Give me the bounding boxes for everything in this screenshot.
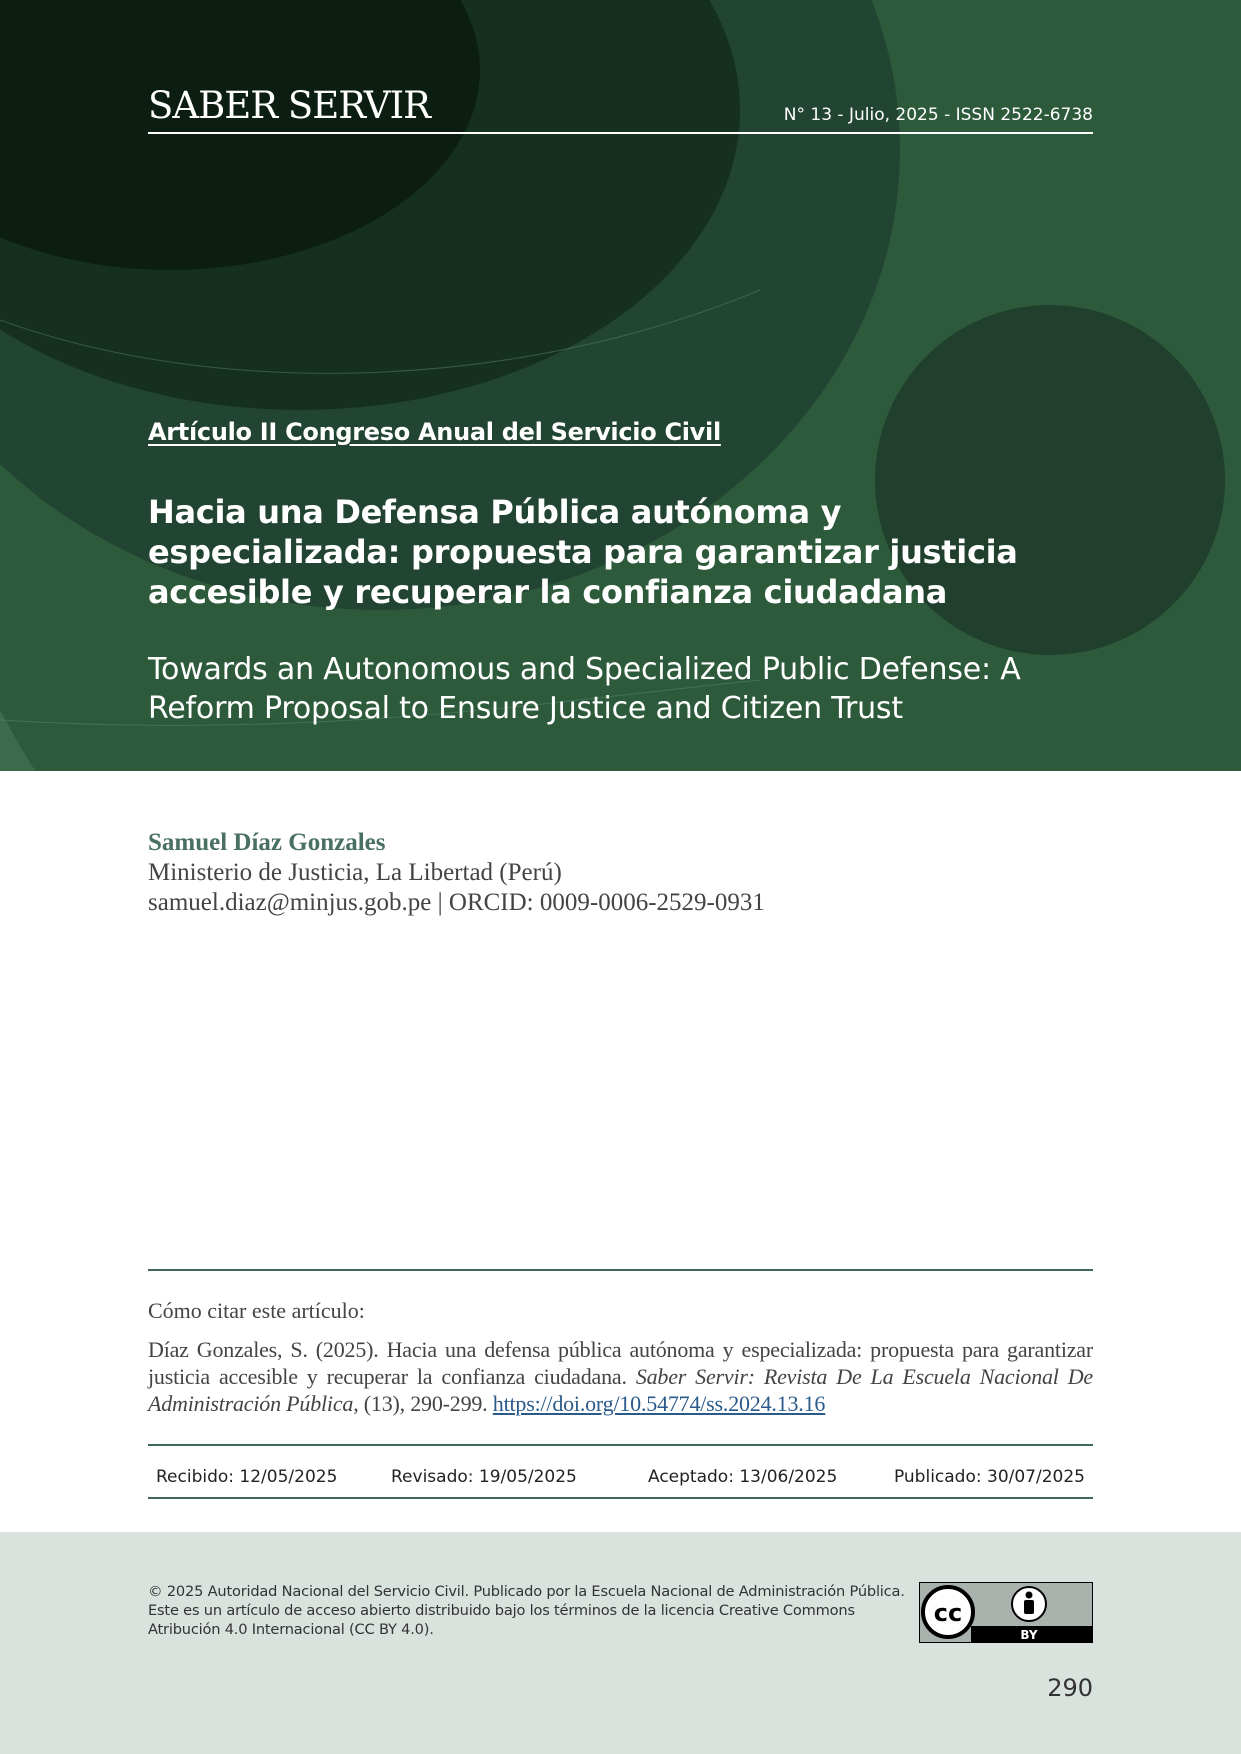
date-received: Recibido: 12/05/2025	[156, 1467, 338, 1487]
author-name: Samuel Díaz Gonzales	[148, 829, 386, 856]
divider	[148, 1497, 1093, 1499]
author-contact: samuel.diaz@minjus.gob.pe | ORCID: 0009-0006-2529-0931	[148, 889, 765, 916]
author-affiliation: Ministerio de Justicia, La Libertad (Perú)	[148, 859, 562, 886]
masthead	[148, 84, 1093, 134]
citation-journal: Saber Servir: Revista De La Escuela Nacional De Administración Pública	[148, 1364, 1093, 1416]
by-badge-label: BY	[1020, 1628, 1038, 1642]
issue-info: N° 13 - Julio, 2025 - ISSN 2522-6738	[783, 105, 1093, 125]
citation-suffix: , (13), 290-299.	[353, 1391, 488, 1416]
page-number: 290	[1047, 1674, 1093, 1702]
footer	[0, 1532, 1241, 1754]
citation-text	[148, 1336, 1093, 1417]
cover-hero	[0, 0, 1241, 771]
author-block	[148, 828, 765, 918]
citation-heading: Cómo citar este artículo:	[148, 1298, 365, 1323]
cc-badge-label: cc	[933, 1599, 963, 1627]
date-published: Publicado: 30/07/2025	[893, 1467, 1085, 1487]
journal-logo: SABER SERVIR	[148, 84, 430, 127]
license-text: © 2025 Autoridad Nacional del Servicio Civil. Publicado por la Escuela Nacional de Administración Pública. Este es un artículo de acceso abierto distribuido bajo los términos de la licencia Creative Commons Atribución 4.0 Internacional (CC BY 4.0).	[148, 1583, 905, 1638]
dates-row	[148, 1460, 1093, 1494]
date-reviewed: Revisado: 19/05/2025	[391, 1467, 577, 1487]
article-title-english: Towards an Autonomous and Specialized Public Defense: A Reform Proposal to Ensure Justice and Citizen Trust	[148, 652, 1021, 726]
divider	[148, 1269, 1093, 1271]
article-title-spanish: Hacia una Defensa Pública autónoma y especializada: propuesta para garantizar justicia accesible y recuperar la confianza ciudadana	[148, 493, 1018, 611]
citation-prefix: Díaz Gonzales, S. (2025). Hacia una defensa pública autónoma y especializada: propuesta para garantizar justicia accesible y recuperar la confianza ciudadana.	[148, 1337, 1093, 1389]
cc-by-license-icon[interactable]	[919, 1582, 1093, 1643]
article-kicker: Artículo II Congreso Anual del Servicio Civil	[148, 418, 721, 446]
divider	[148, 1444, 1093, 1446]
doi-link[interactable]: https://doi.org/10.54774/ss.2024.13.16	[492, 1391, 826, 1416]
date-accepted: Aceptado: 13/06/2025	[648, 1467, 838, 1487]
